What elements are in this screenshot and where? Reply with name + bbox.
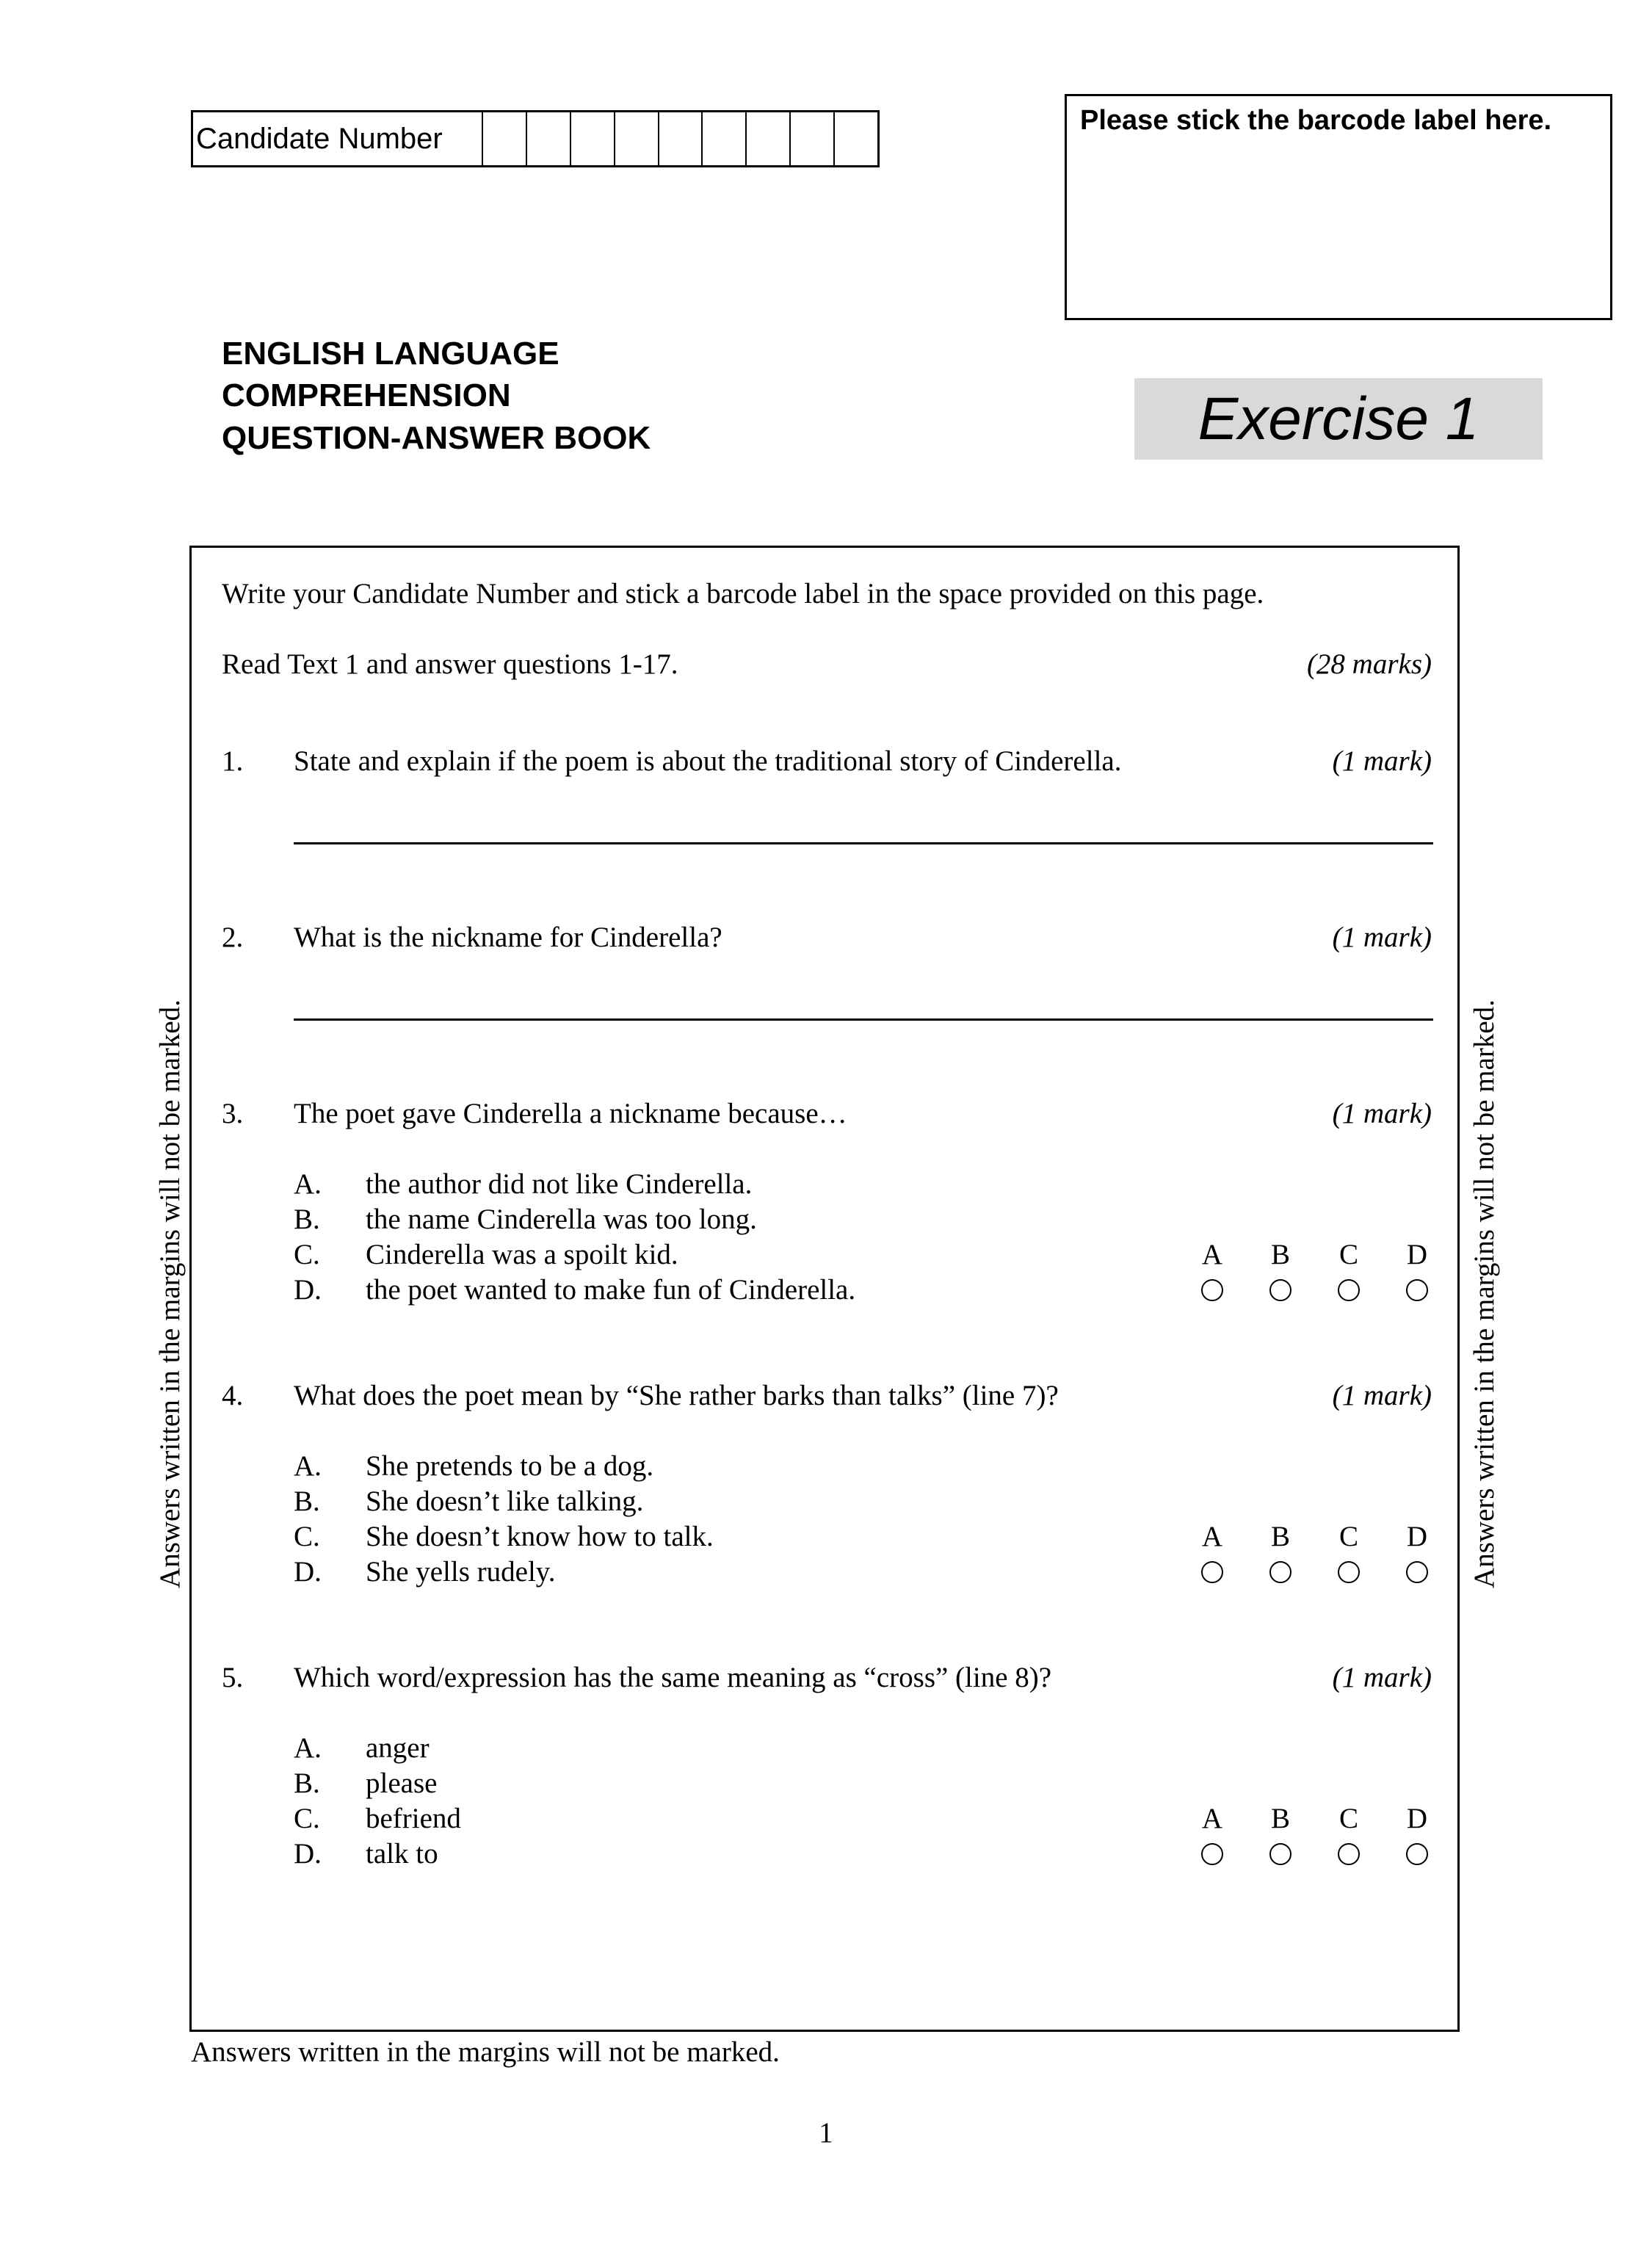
exercise-badge xyxy=(1134,378,1543,460)
bubble-label-a: A xyxy=(1201,1521,1223,1552)
option-letter: D. xyxy=(294,1274,322,1306)
bubble-label-d: D xyxy=(1406,1239,1428,1270)
option-text: befriend xyxy=(366,1803,461,1834)
left-margin-note: Answers written in the margins will not be marked. xyxy=(154,999,186,1588)
instruction-line-2: Read Text 1 and answer questions 1-17. xyxy=(222,648,678,680)
candidate-number-label: Candidate Number xyxy=(193,112,483,165)
bubble-label-c: C xyxy=(1338,1239,1358,1270)
question-marks: (1 mark) xyxy=(1332,1662,1432,1693)
option-text: the author did not like Cinderella. xyxy=(366,1168,753,1200)
option-letter: D. xyxy=(294,1838,322,1870)
candidate-digit-box[interactable] xyxy=(527,112,571,165)
option-letter: C. xyxy=(294,1803,320,1834)
option-letter: A. xyxy=(294,1450,322,1482)
option-letter: C. xyxy=(294,1521,320,1552)
option-letter: B. xyxy=(294,1486,320,1517)
page-number: 1 xyxy=(819,2117,833,2149)
candidate-digit-box[interactable] xyxy=(791,112,835,165)
instruction-line-1: Write your Candidate Number and stick a barcode label in the space provided on this page. xyxy=(222,578,1264,609)
answer-bubble-d[interactable] xyxy=(1406,1561,1428,1583)
question-number: 5. xyxy=(222,1662,244,1693)
bubble-label-c: C xyxy=(1338,1803,1358,1834)
question-text: What does the poet mean by “She rather barks than talks” (line 7)? xyxy=(294,1380,1059,1411)
option-text: Cinderella was a spoilt kid. xyxy=(366,1239,678,1270)
answer-bubble-a[interactable] xyxy=(1201,1279,1223,1301)
question-number: 1. xyxy=(222,745,244,777)
exercise-label: Exercise 1 xyxy=(1198,386,1479,452)
question-text: The poet gave Cinderella a nickname because… xyxy=(294,1098,847,1129)
candidate-digit-box[interactable] xyxy=(747,112,791,165)
barcode-instruction: Please stick the barcode label here. xyxy=(1080,105,1552,136)
answer-bubble-b[interactable] xyxy=(1269,1279,1291,1301)
bubble-label-b: B xyxy=(1270,1521,1290,1552)
option-text: the name Cinderella was too long. xyxy=(366,1204,757,1235)
option-letter: D. xyxy=(294,1556,322,1588)
option-text: She yells rudely. xyxy=(366,1556,556,1588)
candidate-number-field xyxy=(191,110,880,167)
title-line-3: QUESTION-ANSWER BOOK xyxy=(222,420,651,456)
answer-bubble-c[interactable] xyxy=(1338,1279,1360,1301)
bubble-label-b: B xyxy=(1270,1803,1290,1834)
bubble-label-d: D xyxy=(1406,1803,1428,1834)
answer-line[interactable] xyxy=(294,842,1433,844)
right-margin-note: Answers written in the margins will not be marked. xyxy=(1468,999,1500,1588)
answer-bubble-a[interactable] xyxy=(1201,1561,1223,1583)
bubble-label-a: A xyxy=(1201,1239,1223,1270)
candidate-digit-box[interactable] xyxy=(615,112,659,165)
candidate-digit-box[interactable] xyxy=(659,112,703,165)
question-text: Which word/expression has the same meaning as “cross” (line 8)? xyxy=(294,1662,1052,1693)
question-marks: (1 mark) xyxy=(1332,1098,1432,1129)
option-letter: B. xyxy=(294,1204,320,1235)
option-text: She doesn’t like talking. xyxy=(366,1486,644,1517)
answer-bubble-a[interactable] xyxy=(1201,1843,1223,1865)
answer-bubble-b[interactable] xyxy=(1269,1843,1291,1865)
question-text: What is the nickname for Cinderella? xyxy=(294,922,722,953)
candidate-digit-box[interactable] xyxy=(835,112,877,165)
candidate-digit-box[interactable] xyxy=(703,112,747,165)
barcode-label-area[interactable] xyxy=(1065,94,1612,320)
question-marks: (1 mark) xyxy=(1332,922,1432,953)
option-text: the poet wanted to make fun of Cinderella. xyxy=(366,1274,856,1306)
candidate-digit-box[interactable] xyxy=(571,112,615,165)
question-text: State and explain if the poem is about the traditional story of Cinderella. xyxy=(294,745,1122,777)
question-number: 4. xyxy=(222,1380,244,1411)
title-line-2: COMPREHENSION xyxy=(222,377,511,413)
option-text: She doesn’t know how to talk. xyxy=(366,1521,714,1552)
bubble-label-c: C xyxy=(1338,1521,1358,1552)
option-letter: A. xyxy=(294,1732,322,1764)
bubble-label-a: A xyxy=(1201,1803,1223,1834)
answer-bubble-c[interactable] xyxy=(1338,1843,1360,1865)
option-letter: B. xyxy=(294,1767,320,1799)
question-number: 3. xyxy=(222,1098,244,1129)
question-number: 2. xyxy=(222,922,244,953)
bubble-label-b: B xyxy=(1270,1239,1290,1270)
option-letter: C. xyxy=(294,1239,320,1270)
answer-bubble-b[interactable] xyxy=(1269,1561,1291,1583)
answer-bubble-d[interactable] xyxy=(1406,1279,1428,1301)
question-marks: (1 mark) xyxy=(1332,745,1432,777)
footer-note: Answers written in the margins will not be marked. xyxy=(191,2036,780,2068)
question-marks: (1 mark) xyxy=(1332,1380,1432,1411)
option-text: please xyxy=(366,1767,438,1799)
answer-bubble-d[interactable] xyxy=(1406,1843,1428,1865)
option-text: talk to xyxy=(366,1838,438,1870)
answer-line[interactable] xyxy=(294,1018,1433,1021)
option-letter: A. xyxy=(294,1168,322,1200)
bubble-label-d: D xyxy=(1406,1521,1428,1552)
answer-bubble-c[interactable] xyxy=(1338,1561,1360,1583)
option-text: She pretends to be a dog. xyxy=(366,1450,654,1482)
option-text: anger xyxy=(366,1732,430,1764)
title-line-1: ENGLISH LANGUAGE xyxy=(222,336,559,372)
candidate-digit-box[interactable] xyxy=(483,112,527,165)
total-marks: (28 marks) xyxy=(1306,648,1432,680)
